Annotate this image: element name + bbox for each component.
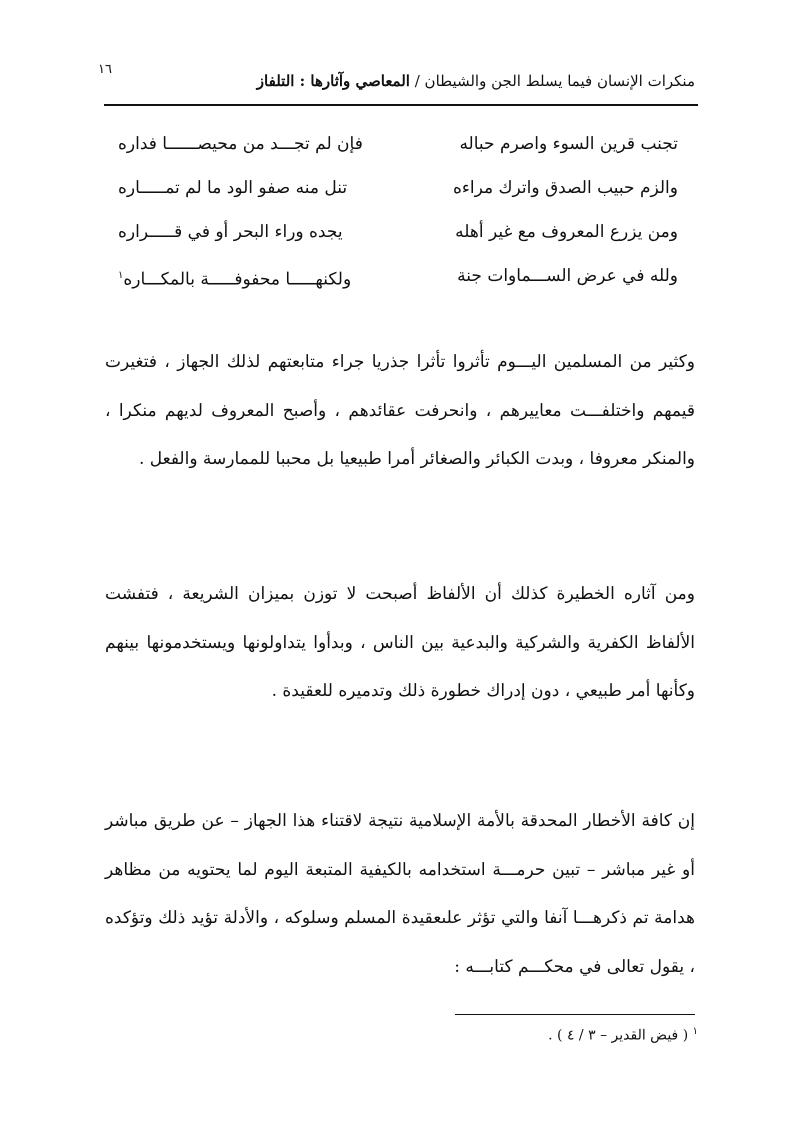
verse-second-hemistich: تنل منه صفو الود ما لم تمـــــاره [118, 178, 348, 198]
verse-second-hemistich: فإن لم تجـــد من محيصــــــا فداره [118, 134, 363, 154]
body-paragraph: إن كافة الأخطار المحدقة بالأمة الإسلامية نتيجة لاقتناء هذا الجهاز – عن طريق مباشر أو غير مباشر – تبين حرمـــة استخدامه بالكيفية المتبعة اليوم لما يحتويه من مظاهر هدامة تم ذكرهـــا آنفا والتي تؤثر علىعقيدة المسلم وسلوكه ، والأدلة تؤيد ذلك وتؤكده ، يقول تعالى في محكـــم كتابـــه : [105, 811, 695, 977]
poem [118, 122, 678, 298]
footnote-marker: ١ [692, 1026, 698, 1037]
verse-first-hemistich: ومن يزرع المعروف مع غير أهله [455, 222, 678, 242]
verse-second-hemistich: يجده وراء البحر أو في قـــــراره [118, 222, 343, 242]
verse-text: ولكنهـــــا محفوفـــــة بالمكـــاره [123, 269, 352, 290]
header-rule [104, 104, 698, 106]
footnote [548, 1026, 698, 1044]
poem-verse [118, 254, 678, 298]
verse-first-hemistich: ولله في عرض الســـماوات جنة [457, 266, 678, 286]
verse-first-hemistich: والزم حبيب الصدق واترك مراءه [452, 178, 678, 198]
page-number: ١٦ [98, 62, 112, 77]
body-paragraph: وكثير من المسلمين اليـــوم تأثروا تأثرا جذريا جراء متابعتهم لذلك الجهاز ، فتغيرت قيمهم واختلفـــت معاييرهم ، وانحرفت عقائدهم ، وأصبح المعروف لديهم منكرا ، والمنكر معروفا ، وبدت الكبائر والصغائر أمرا طبيعيا بل محببا للممارسة والفعل . [105, 352, 695, 469]
running-header [105, 72, 695, 90]
header-book-title: منكرات الإنسان فيما يسلط الجن والشيطان / [409, 72, 695, 90]
footnote-text: ( فيض القدير – ٣ / ٤ ) . [548, 1027, 693, 1044]
poem-verse [118, 210, 678, 254]
footnote-reference[interactable]: ١ [118, 270, 124, 281]
poem-verse [118, 166, 678, 210]
poem-verse [118, 122, 678, 166]
body-paragraph: ومن آثاره الخطيرة كذلك أن الألفاظ أصبحت لا توزن بميزان الشريعة ، فتفشت الألفاظ الكفرية والشركية والبدعية بين الناس ، وبدأوا يتداولونها ويستخدمونها بينهم وكأنها أمر طبيعي ، دون إدراك خطورة ذلك وتدميره للعقيدة . [105, 584, 695, 701]
header-chapter-title: المعاصي وآثارها : التلفاز [256, 72, 410, 90]
footnote-separator [455, 1014, 695, 1015]
verse-second-hemistich [118, 254, 351, 298]
verse-first-hemistich: تجنب قرين السوء واصرم حباله [459, 134, 678, 154]
